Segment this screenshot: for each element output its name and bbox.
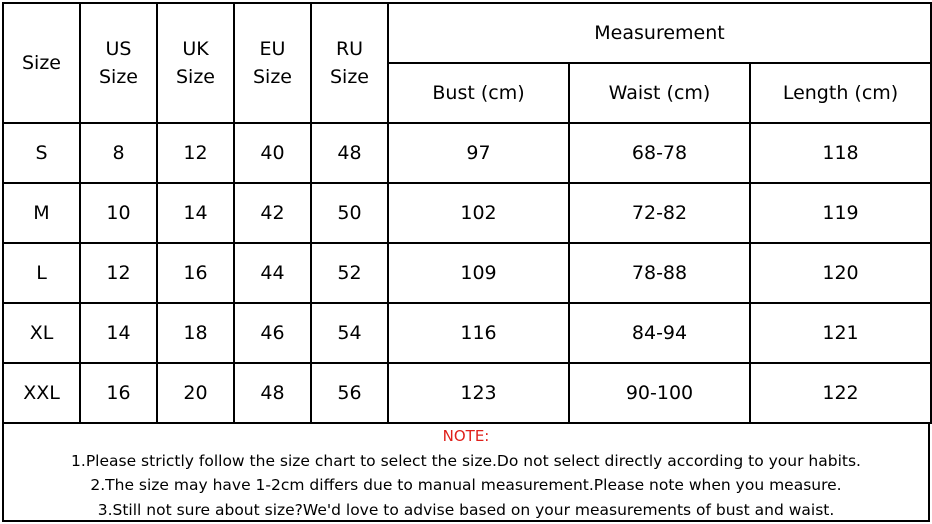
cell-eu: 44 [234, 243, 311, 303]
cell-size: S [3, 123, 80, 183]
header-us-label: US [105, 38, 132, 60]
cell-bust: 97 [388, 123, 569, 183]
cell-bust: 116 [388, 303, 569, 363]
header-length: Length (cm) [750, 63, 931, 123]
cell-eu: 46 [234, 303, 311, 363]
cell-us: 8 [80, 123, 157, 183]
cell-size: XXL [3, 363, 80, 423]
table-row [3, 243, 931, 303]
header-measurement-label: Measurement [594, 22, 725, 44]
note-title: NOTE: [442, 427, 490, 445]
header-measurement [388, 3, 931, 63]
header-eu-size [234, 3, 311, 123]
cell-eu: 42 [234, 183, 311, 243]
cell-length: 120 [750, 243, 931, 303]
header-eu-size-label: Size [252, 66, 292, 88]
header-us-size [80, 3, 157, 123]
table-row [3, 363, 931, 423]
cell-eu: 40 [234, 123, 311, 183]
cell-waist: 68-78 [569, 123, 750, 183]
cell-length: 122 [750, 363, 931, 423]
cell-waist: 78-88 [569, 243, 750, 303]
cell-uk: 14 [157, 183, 234, 243]
cell-us: 12 [80, 243, 157, 303]
cell-ru: 50 [311, 183, 388, 243]
size-chart-table [2, 2, 932, 424]
header-row-top [3, 3, 931, 63]
cell-length: 118 [750, 123, 931, 183]
note-line-1: 1.Please strictly follow the size chart to select the size.Do not select directly according to your habits. [71, 451, 861, 470]
cell-us: 10 [80, 183, 157, 243]
header-us-size-label: Size [98, 66, 138, 88]
cell-size: XL [3, 303, 80, 363]
cell-ru: 48 [311, 123, 388, 183]
cell-bust: 109 [388, 243, 569, 303]
cell-bust: 123 [388, 363, 569, 423]
header-size-label: Size [21, 52, 61, 74]
cell-uk: 12 [157, 123, 234, 183]
table-row [3, 123, 931, 183]
header-ru-label: RU [335, 38, 364, 60]
notes-section [2, 422, 930, 522]
header-eu-label: EU [259, 38, 286, 60]
header-waist: Waist (cm) [569, 63, 750, 123]
header-size [3, 3, 80, 123]
cell-us: 14 [80, 303, 157, 363]
header-uk-size-label: Size [175, 66, 215, 88]
cell-uk: 18 [157, 303, 234, 363]
note-line-3: 3.Still not sure about size?We'd love to advise based on your measurements of bust and waist. [97, 500, 835, 519]
cell-waist: 72-82 [569, 183, 750, 243]
cell-size: M [3, 183, 80, 243]
header-uk-size [157, 3, 234, 123]
cell-ru: 56 [311, 363, 388, 423]
header-ru-size-label: Size [329, 66, 369, 88]
header-uk-label: UK [182, 38, 209, 60]
cell-bust: 102 [388, 183, 569, 243]
cell-uk: 16 [157, 243, 234, 303]
cell-uk: 20 [157, 363, 234, 423]
cell-length: 119 [750, 183, 931, 243]
cell-ru: 52 [311, 243, 388, 303]
cell-waist: 84-94 [569, 303, 750, 363]
cell-us: 16 [80, 363, 157, 423]
cell-ru: 54 [311, 303, 388, 363]
cell-length: 121 [750, 303, 931, 363]
cell-eu: 48 [234, 363, 311, 423]
cell-size: L [3, 243, 80, 303]
cell-waist: 90-100 [569, 363, 750, 423]
header-bust: Bust (cm) [388, 63, 569, 123]
table-row [3, 303, 931, 363]
header-ru-size [311, 3, 388, 123]
note-line-2: 2.The size may have 1-2cm differs due to manual measurement.Please note when you measure. [90, 476, 842, 494]
table-row [3, 183, 931, 243]
